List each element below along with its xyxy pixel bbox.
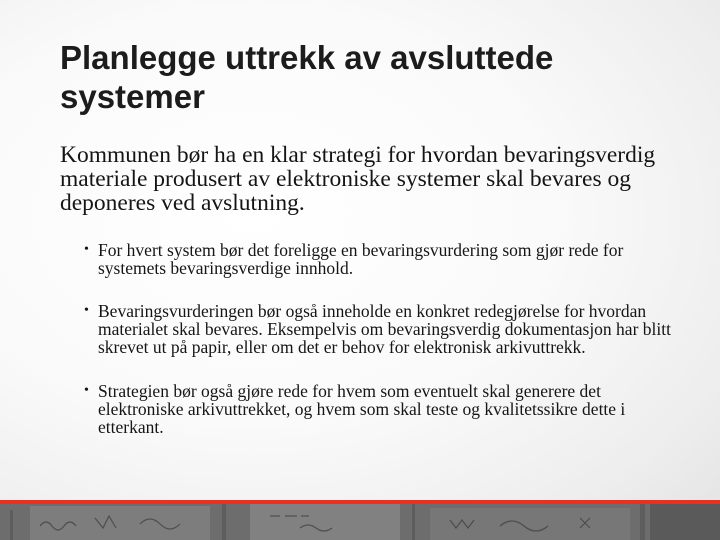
bullet-marker: •	[84, 242, 89, 257]
intro-paragraph: Kommunen bør ha en klar strategi for hvordan bevaringsverdig materiale produsert av elektroniske systemer skal bevares og deponeres ved avslutning.	[60, 142, 656, 216]
bullet-text: For hvert system bør det foreligge en bevaringsvurdering som gjør rede for systemets bevaringsverdige innhold.	[98, 240, 624, 278]
bullet-marker: •	[84, 383, 89, 398]
bullet-item	[84, 382, 674, 436]
decorative-photo-strip	[0, 504, 720, 540]
bullet-list	[84, 241, 674, 436]
bullet-marker: •	[84, 303, 89, 318]
slide-title: Planlegge uttrekk av avsluttede systemer	[60, 39, 554, 115]
archive-photo-texture	[0, 504, 720, 540]
bullet-item	[84, 302, 674, 356]
bullet-item	[84, 241, 674, 277]
bullet-text: Bevaringsvurderingen bør også inneholde en konkret redegjørelse for hvordan materialet skal bevares. Eksempelvis om bevaringsverdig dokumentasjon har blitt skrevet ut på papir, eller om det er behov for elektronisk arkivuttrekk.	[98, 301, 671, 357]
bullet-text: Strategien bør også gjøre rede for hvem som eventuelt skal generere det elektroniske arkivuttrekket, og hvem som skal teste og kvalitetssikre dette i etterkant.	[98, 381, 626, 437]
